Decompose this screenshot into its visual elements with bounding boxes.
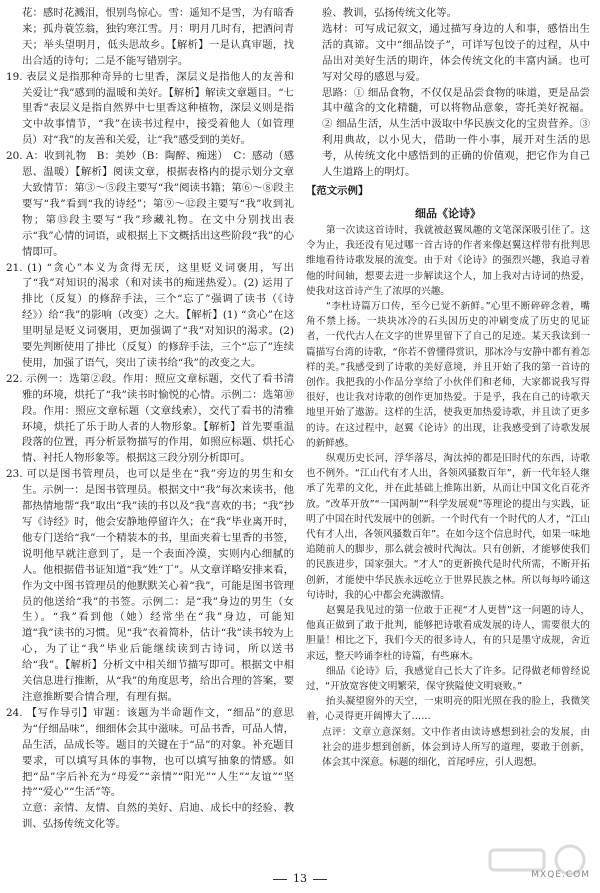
right-paragraph: 【范文示例】 — [306, 184, 369, 197]
right-paragraph: 赵翼是我见过的第一位敢于正视“才人更替”这一问题的诗人，他真正做到了敢于批判，能够把诗歌看成发展的诗人，需要很大的胆量！相比之下，我们今天的很多诗人，有的只是墨守成规，舍近求远，整天吟诵李杜的诗篇，有些麻木。 — [306, 605, 590, 662]
left-paragraph: 23. 可以是图书管理员，也可以是坐在“我”旁边的男生和女生。示例一：是图书管理员。根据文中“我”每次来读书，他都热情地帮“我”取出“我”读的书以及“我”喜欢的书；“我”抄写《诗经》时，他会安静地停留许久；在“我”毕业离开时，他专门送给“我”一个精装本的书，里面夹着七里香的书签，说明他早就注意到了，是一个表面冷漠，实则内心细腻的人。他根据借书证知道“我”姓“丁”。从文章详略安排来看，作为文中图书管理员的他默默关心着“我”，可能是图书管理员的他送给“我”的书签。示例二：是“我”身边的男生（女生）。“我”看到他（她）经常坐在“我”身边，可能知道“我”读书的习惯。见“我”衣着简朴，估计“我”读书较为上心，为了让“我”毕业后能继续读到古诗词，所以送书给“我”。【解析】分析文中相关细节描写即可。根据文中相关信息进行推断，从“我”的角度思考，给出合理的答案，要注意推断要合情合理，有理有据。 — [6, 468, 294, 703]
left-paragraph: 19. 表层义是指那种奇异的七里香，深层义是指他人的友善和关爱让“我”感到的温暖和美好。【解析】解读文章题目。“七里香”表层义是指自然界中七里香这种植物，深层义则是指文中故事情节，“我”在读书过程中，接受着他人（如管理员）对“我”的友善和关爱，让“我”感受到的美好。 — [6, 70, 294, 147]
left-column — [6, 6, 294, 833]
right-paragraph: 第一次读这首诗时，我就被赵翼凤趣的文笔深深吸引住了。这令为止，我还没有见过哪一首古诗的作者来像赵翼这样带有批判思维地看待诗歌发展的流变。由于对《论诗》的强烈兴趣，我追寻着他的时间轴，想要去进一步解读这个人，加上我对古诗词的热爱，使我对这首诗产生了浓厚的兴趣。 — [306, 224, 590, 297]
right-paragraph: 思路：① 细品食物，不仅仅是品尝食物的味道，更是品尝其中蕴含的文化精髓，可以将物品意象，寄托美好祝福。② 细品生活，从生活中汲取中华民族文化的宝贵营养。③ 利用典故，以小见大，借助一件小事，展开对生活的思考，从传统文化中感悟到的正确的价值观，把它作为自己人生道路上的明灯。 — [322, 86, 590, 179]
right-paragraph: 点评：文章立意深刻。文中作者由读诗感想到社会的发展，由社会的进步想到创新，体会到诗人所写的道理，要敢于创新，体会其中深意。标题的细化，首尾呼应，引人遐想。 — [322, 726, 590, 769]
watermark-logo-icon — [484, 842, 594, 888]
right-paragraph: 细品《论诗》后，我感觉自己长大了许多。记得做老师曾经说过，“开放宽容使文明繁荣，保守狭隘使文明衰败。” — [306, 665, 590, 693]
left-paragraph: 21. (1) “贪心”本义为贪得无厌，这里贬义词褒用，写出了“我”对知识的渴求（和对读书的痴迷热爱）。(2) 运用了排比（反复）的修辞手法，三个“忘了”强调了读书（《诗经》）给“我”的影响（改变）之大。【解析】(1) “贪心”在这里明显是贬义词褒用，更加强调了“我”对知识的渴求。(2) 要先判断使用了排比（反复）的修辞手法，三个“忘了”连续使用，加强了语气，突出了读书给“我”的改变之大。 — [6, 261, 294, 369]
right-paragraph: 细品《论诗》 — [415, 206, 481, 220]
right-paragraph: 验、教训，弘扬传统文化等。 — [322, 7, 458, 19]
right-column — [306, 6, 590, 770]
left-paragraph: 22. 示例一：选第②段。作用：照应文章标题，交代了看书清雅的环境，烘托了“我”读书时愉悦的心情。示例二：选第⑩段。作用：照应文章标题（文章线索），交代了看书的清雅环境，烘托了乐于助人者的人物形象。【解析】首先要重温段落的位置，再分析景物描写的作用，如照应标题、烘托心情、衬托人物形象等。根据这三段分别分析即可。 — [6, 372, 294, 465]
right-paragraph: 纵观历史长河，浮华落尽，淘汰掉的都是旧时代的东西，诗歌也不例外。“江山代有才人出，各领风骚数百年”，新一代年轻人继承了先辈的文化，并在此基础上推陈出新，从而让中国文化百花齐放。“改革开放”“一国两制”“科学发展观”等理论的提出与实践，证明了中国在时代发展中的创新。一个时代有一个时代的人才，“江山代有才人出，各领风骚数百年”。在如今这个信息时代，如果一味地追随前人的脚步，那么就会被时代淘汰。只有创新，才能够使我们的民族进步，国家强大。“才人”的更新换代是时代所需，不断开拓创新，才能使中华民族永远屹立于世界民族之林。所以每每吟诵这句诗时，我的心中都会充满激情。 — [306, 453, 590, 601]
right-paragraph: 选材：可写成记叙文，通过描写身边的人和事，感悟出生活的真谛。文中“细品饺子”，可详写包饺子的过程，从中品出对美好生活的期许，体会传统文化的丰富内涵。也可写对父母的感恩与爱。 — [322, 22, 590, 83]
left-paragraph: 24. 【写作导引】审题：该题为半命题作文，“细品”的意思为“仔细品味”，细细体会其中滋味。可品书香，可品人情，品生活，品成长等。题目的关键在于“品”的对象。补充题目要求，可以填写具体的事物，也可以填写抽象的情感。如把“品”字后补充为“母爱”“亲情”“阳光”“人生”“友谊”“坚持”“爱心”“生活”等。 — [6, 706, 294, 799]
page-number-dash-right — [313, 879, 327, 880]
page-number-value: 13 — [293, 872, 307, 885]
left-paragraph: 立意：亲情、友情、自然的美好、启迪、成长中的经验、教训、弘扬传统文化等。 — [22, 802, 294, 831]
right-paragraph: 抬头凝望窗外的天空，一束明亮的阳光照在我的脸上，我微笑着，心灵得更开阔博大了…… — [306, 696, 590, 723]
watermark-domain: MXQE.COM — [531, 870, 590, 880]
right-paragraph: “李杜诗篇万口传，至今已觉不新鲜。”心里不断碎碎念着，嘴角不禁上扬。一块块冰冷的石头因历史的冲刷变成了历史的见证者，一代代古人在文字的世界里留下了自己的足迹。某天我读到一篇描写台湾的诗歌，“你若不曾懂得赏识，那冰冷与安静中都有着怎样的美。”我感受到了诗歌的美好意境，并且开始了我的第一首诗的创作。我把我的小作品分享给了小伙伴们和老师，大家都说我写得很好，也让我对诗歌的创作更加热爱。于是乎，我在自己的诗歌天地里开始了遨游。这样的生活，使我更加热爱诗歌，并且读了更多的诗。在这过程中，赵翼《论诗》的出现，让我感受到了诗歌发展的新鲜感。 — [306, 300, 590, 449]
left-paragraph: 花：感时花溅泪，恨别鸟惊心。雪：遥知不是雪，为有暗香来；孤舟蓑笠翁，独钓寒江雪。月：明月几时有，把酒问青天；举头望明月，低头思故乡。【解析】一是认真审题，找出合适的诗句；二是不能写错别字。 — [22, 7, 294, 67]
page-number-dash-left — [273, 879, 287, 880]
left-paragraph: 20. A：收到礼物 B：美妙（B：陶醉、痴迷） C：感动（感恩、温暖）【解析】阅读文章，根据表格内的提示划分文章大致情节：第③～⑤段主要写“我”阅读书籍；第⑥～⑧段主要写“我”看到“我的诗经”；第⑨～⑫段主要写“我”收到礼物；第⑬段主要写“我”珍藏礼物。在文中分别找出表示“我”心情的词语，或根据上下文概括出这些阶段“我”的心情即可。 — [6, 150, 294, 258]
